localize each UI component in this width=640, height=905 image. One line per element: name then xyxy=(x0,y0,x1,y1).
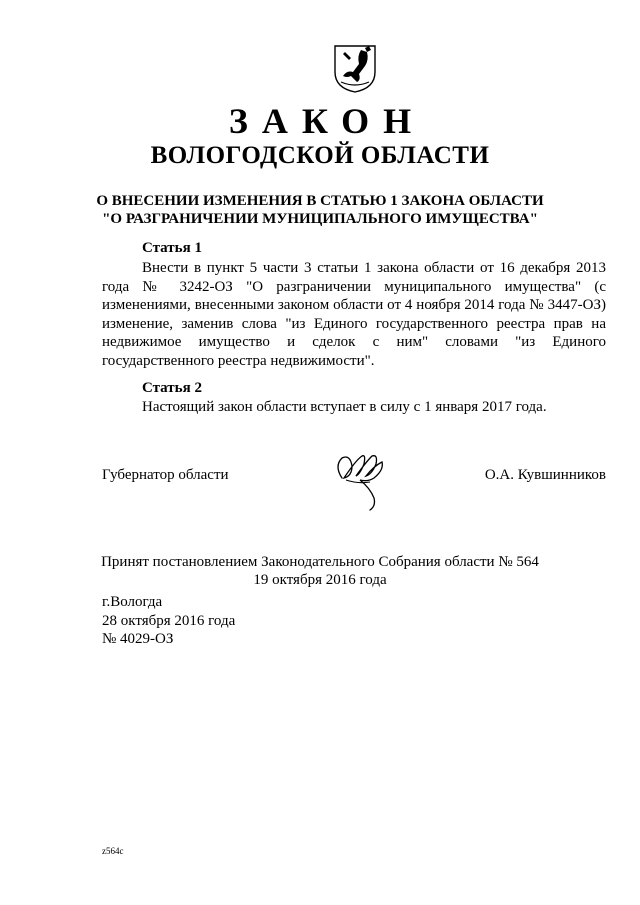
law-heading: ЗАКОН xyxy=(228,101,426,141)
article-2-title: Статья 2 xyxy=(142,380,202,396)
article-2-body xyxy=(102,398,606,417)
city: г.Вологда xyxy=(102,594,163,610)
governor-name: О.А. Кувшинников xyxy=(484,467,606,483)
subject-line-2: "О РАЗГРАНИЧЕНИИ МУНИЦИПАЛЬНОГО ИМУЩЕСТВА" xyxy=(102,211,538,227)
article-2-text: Настоящий закон области вступает в силу с 1 января 2017 года. xyxy=(142,399,547,415)
region-heading: ВОЛОГОДСКОЙ ОБЛАСТИ xyxy=(150,142,490,169)
law-number: № 4029-ОЗ xyxy=(102,631,174,647)
article-1-text: Внести в пункт 5 части 3 статьи 1 закона области от 16 декабря 2013 года № 3242-ОЗ "О разграничении муниципального имущества" (с изменениями, внесенными законом области от 4 ноября 2014 года № 3447-ОЗ) изменение, заменив слова "из Единого государственного реестра прав на недвижимое имущество и сделок с ним" словами "из Единого государственного реестра недвижимости". xyxy=(102,260,606,369)
law-subject xyxy=(0,192,640,228)
adoption-line-1: Принят постановлением Законодательного Собрания области № 564 xyxy=(101,554,539,570)
article-1-body xyxy=(102,259,606,371)
document-code: z564c xyxy=(102,846,124,856)
governor-position: Губернатор области xyxy=(102,467,229,483)
adoption-note xyxy=(0,553,640,589)
place-and-date xyxy=(102,593,235,649)
article-1-title: Статья 1 xyxy=(142,240,202,256)
signing-date: 28 октября 2016 года xyxy=(102,612,236,629)
coat-of-arms-icon xyxy=(331,42,379,94)
signature-icon xyxy=(330,448,388,514)
adoption-line-2: 19 октября 2016 года xyxy=(253,572,387,588)
subject-line-1: О ВНЕСЕНИИ ИЗМЕНЕНИЯ В СТАТЬЮ 1 ЗАКОНА ОБЛАСТИ xyxy=(96,193,544,209)
